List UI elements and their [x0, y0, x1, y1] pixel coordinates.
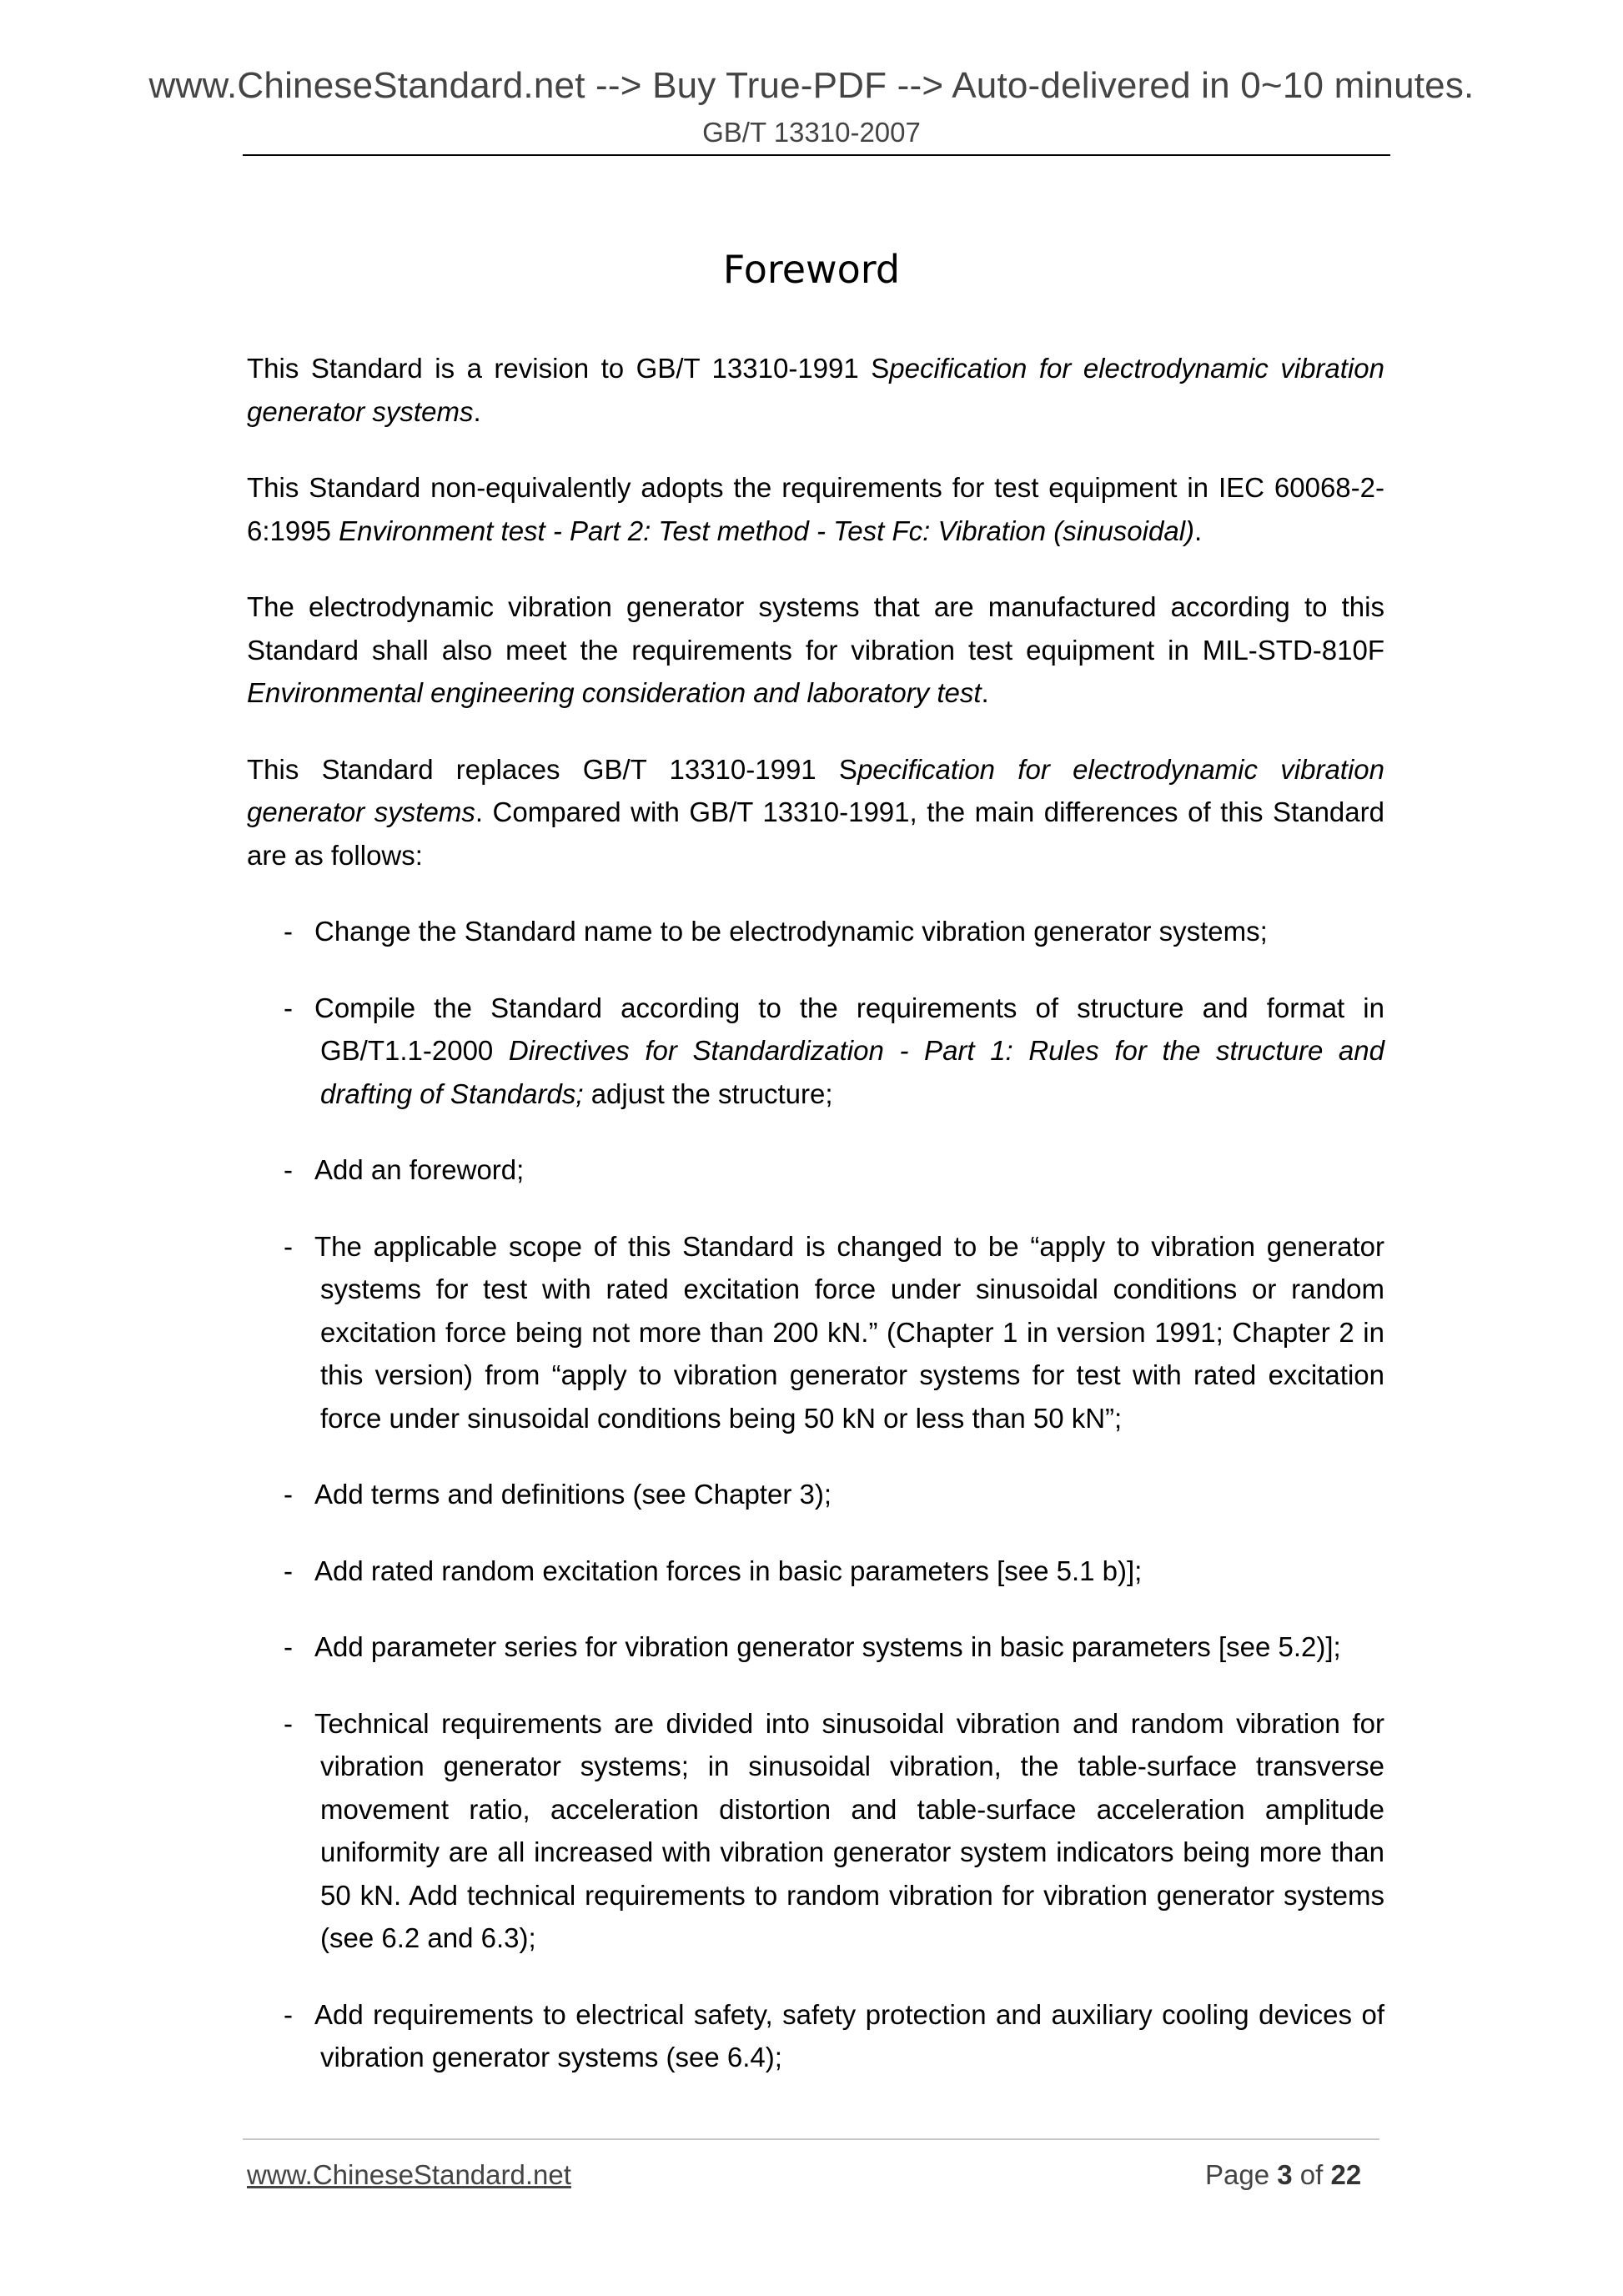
text-span: adjust the structure;: [583, 1078, 833, 1109]
text-span: .: [981, 677, 989, 708]
list-item: [247, 1702, 1384, 1960]
text-span: This Standard non-equivalently adopts the requirements for test equipment in IEC 60068-2-6:1995: [247, 472, 1384, 546]
list-item-text: Add terms and definitions (see Chapter 3);: [314, 1479, 832, 1510]
list-item-text: The applicable scope of this Standard is changed to be “apply to vibration generator systems for test with rated excitation force under sinusoidal conditions or random excitation force being not more than 200 kN.” (Chapter 1 in version 1991; Chapter 2 in this version) from “apply to vibration generator systems for test with rated excitation force under sinusoidal conditions being 50 kN or less than 50 kN”;: [314, 1230, 1384, 1434]
text-span: This Standard replaces GB/T 13310-1991 S: [247, 753, 857, 785]
page-number: [1205, 2159, 1361, 2191]
list-item: [247, 987, 1384, 1116]
list-item-text: Add rated random excitation forces in basic parameters [see 5.1 b)];: [314, 1555, 1143, 1586]
bullet-dash: -: [284, 1555, 293, 1586]
standard-code: GB/T 13310-2007: [702, 117, 921, 148]
italic-title: pecification for electrodynamic vibration generator systems: [247, 353, 1384, 427]
bullet-dash: -: [284, 992, 293, 1023]
bullet-dash: -: [284, 1631, 293, 1662]
bullet-dash: -: [284, 916, 293, 947]
header-divider: [243, 154, 1390, 156]
footer-divider: [243, 2138, 1379, 2140]
text-span: .: [473, 395, 481, 427]
paragraph-revision: [247, 347, 1384, 433]
italic-title: pecification for electrodynamic vibration generator systems: [247, 753, 1385, 827]
italic-title: Environmental engineering consideration and laboratory test: [247, 677, 982, 708]
list-item: [247, 1625, 1384, 1669]
page-title: Foreword: [722, 247, 901, 292]
bullet-dash: -: [284, 1154, 293, 1185]
bullet-dash: -: [284, 1998, 293, 2030]
list-item-text: Add parameter series for vibration generator systems in basic parameters [see 5.2)];: [314, 1631, 1341, 1662]
list-item-text: Add requirements to electrical safety, safety protection and auxiliary cooling devices of vibration generator systems (see 6.4);: [314, 1998, 1384, 2072]
total-pages: 22: [1330, 2159, 1362, 2190]
list-item-text: [314, 987, 1384, 1116]
current-page: 3: [1277, 2159, 1293, 2190]
bullet-dash: -: [284, 1230, 293, 1262]
italic-title: Environment test - Part 2: Test method - Test Fc: Vibration (sinusoidal): [339, 515, 1195, 546]
text-span: .: [1194, 515, 1203, 546]
page-of-label: of: [1292, 2159, 1331, 2190]
text-span: Compile the Standard according to the requirements of structure and format in GB/T1.1-2000: [314, 992, 1384, 1066]
list-item: [247, 1550, 1384, 1593]
list-item: [247, 1993, 1384, 2079]
bullet-dash: -: [284, 1479, 293, 1510]
page-label: Page: [1205, 2159, 1278, 2190]
text-span: The electrodynamic vibration generator systems that are manufactured according to this Standard shall also meet the requirements for vibration test equipment in MIL-STD-810F: [247, 591, 1384, 666]
paragraph-requirements: [247, 585, 1384, 715]
list-item: [247, 1225, 1384, 1440]
header-banner: www.ChineseStandard.net --> Buy True-PDF --> Auto-delivered in 0~10 minutes.: [148, 65, 1475, 106]
text-span: This Standard is a revision to GB/T 13310-1991 S: [247, 353, 890, 384]
list-item-text: Technical requirements are divided into sinusoidal vibration and random vibration for vibration generator systems; in sinusoidal vibration, the table-surface transverse movement ratio, acceleration distortion and table-surface acceleration amplitude uniformity are all increased with vibration generator system indicators being more than 50 kN. Add technical requirements to random vibration for vibration generator systems (see 6.2 and 6.3);: [314, 1707, 1384, 1953]
list-item-text: Change the Standard name to be electrodynamic vibration generator systems;: [314, 916, 1268, 947]
footer-website-link[interactable]: www.ChineseStandard.net: [247, 2159, 571, 2190]
list-item: [247, 910, 1384, 953]
list-item-text: Add an foreword;: [314, 1154, 525, 1185]
list-item: [247, 1473, 1384, 1516]
list-item: [247, 1148, 1384, 1192]
document-body: [247, 347, 1384, 2113]
text-span: . Compared with GB/T 13310-1991, the main differences of this Standard are as follows:: [247, 796, 1384, 871]
italic-title: Directives for Standardization - Part 1: Rules for the structure and drafting of Standards;: [320, 1035, 1384, 1109]
paragraph-replaces: [247, 748, 1384, 877]
bullet-dash: -: [284, 1707, 293, 1739]
paragraph-adoption: [247, 466, 1384, 552]
